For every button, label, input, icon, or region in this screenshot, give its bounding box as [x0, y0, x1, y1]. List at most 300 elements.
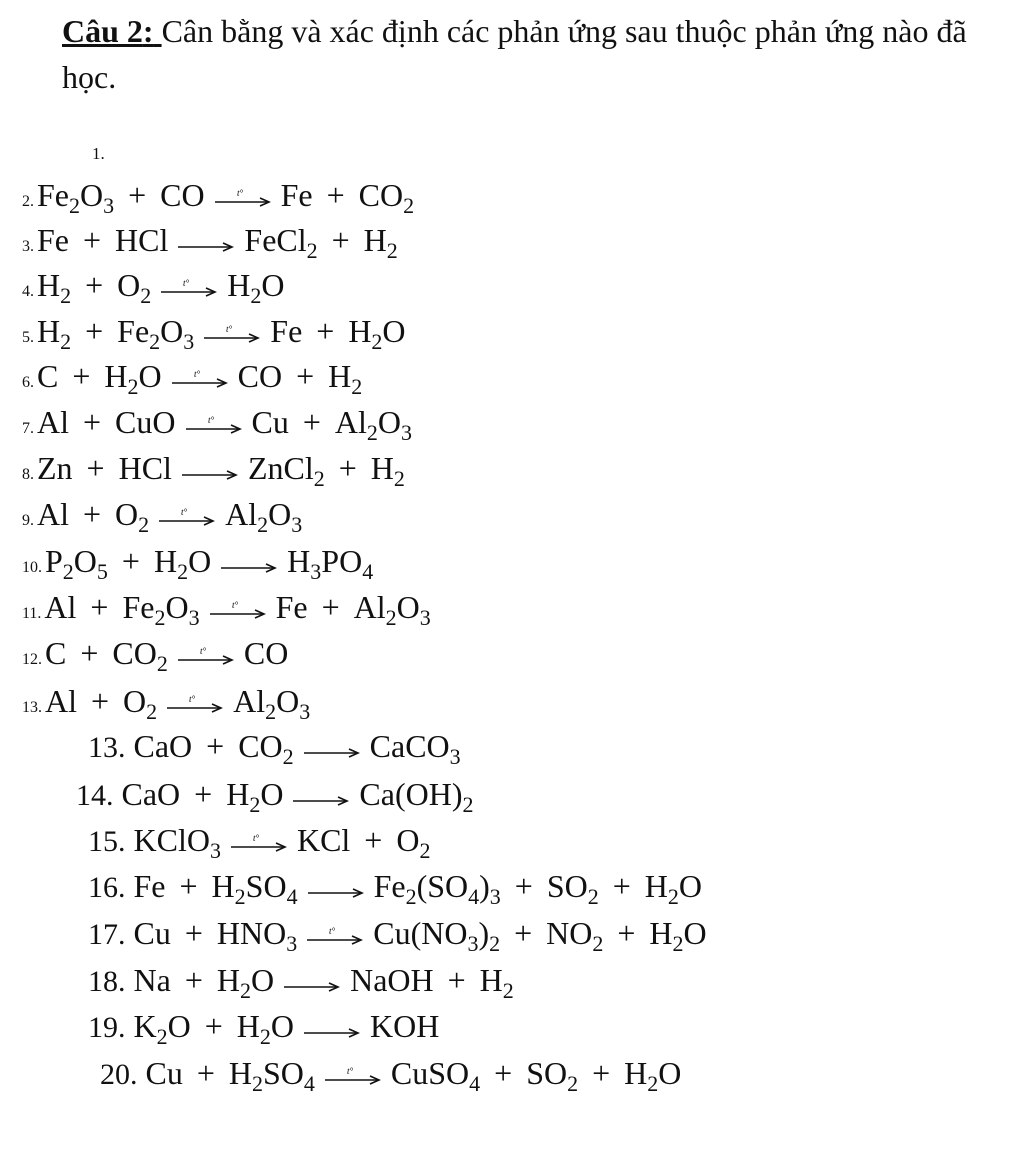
- equation-number: 13.: [88, 731, 126, 764]
- formula-symbol: Al: [37, 496, 69, 532]
- equation-number: 9.: [22, 512, 34, 529]
- formula-subscript: 2: [60, 283, 72, 308]
- chemical-formula: [358, 177, 415, 218]
- plus-sign: +: [331, 222, 350, 258]
- chemical-formula: [37, 177, 115, 218]
- formula-symbol: H: [37, 267, 61, 303]
- equation-row: [22, 265, 284, 312]
- formula-subscript: 2: [403, 193, 415, 218]
- plus-sign: +: [86, 450, 105, 486]
- reaction-arrow: [221, 552, 277, 576]
- plus-sign: +: [85, 313, 104, 349]
- formula-symbol: Al: [334, 404, 367, 440]
- equation-number: 6.: [22, 374, 34, 391]
- chemical-formula: [348, 313, 406, 354]
- plus-sign: +: [128, 177, 147, 213]
- formula-subscript: 2: [249, 792, 261, 817]
- formula-subscript: 2: [60, 329, 72, 354]
- chemical-formula: [37, 313, 72, 354]
- equation-row: [22, 681, 310, 728]
- reaction-arrow: [210, 598, 266, 622]
- formula-symbol: Al: [225, 496, 258, 532]
- reaction-arrow: [304, 737, 360, 761]
- chemical-formula: [37, 496, 69, 532]
- chemical-formula: [211, 868, 298, 909]
- plus-sign: +: [316, 313, 335, 349]
- formula-subscript: 3: [419, 605, 431, 630]
- equation-number: 16.: [88, 871, 126, 904]
- question-gap: [154, 13, 162, 49]
- formula-subscript: 2: [127, 374, 139, 399]
- formula-subscript: 2: [156, 651, 168, 676]
- reaction-arrow: [293, 785, 349, 809]
- plus-sign: +: [196, 1055, 215, 1091]
- formula-symbol: Cu: [145, 1055, 183, 1091]
- chemical-formula: [353, 589, 431, 630]
- arrow-icon: [167, 692, 223, 716]
- chemical-formula: [244, 222, 318, 263]
- equation-row: [100, 1053, 681, 1095]
- heat-mark: t°: [207, 415, 214, 425]
- reaction-arrow: [178, 231, 234, 255]
- formula-subscript: 2: [371, 329, 383, 354]
- formula-symbol: HCl: [118, 450, 172, 486]
- arrow-icon: [172, 367, 228, 391]
- question-label: Câu 2: [62, 13, 143, 49]
- plus-sign: +: [302, 404, 321, 440]
- formula-symbol: Al: [44, 589, 77, 625]
- formula-subscript: 2: [672, 931, 684, 956]
- formula-subscript: 3: [449, 744, 461, 769]
- reaction-arrow: [231, 831, 287, 855]
- chemical-formula: [247, 450, 325, 491]
- reaction-arrow: [308, 877, 364, 901]
- formula-subscript: 2: [587, 884, 599, 909]
- formula-subscript: 2: [462, 792, 474, 817]
- equation-row: [88, 960, 514, 1002]
- formula-symbol: P: [45, 543, 63, 579]
- formula-symbol: O: [268, 496, 292, 532]
- chemical-formula: [276, 589, 308, 625]
- formula-symbol: CO: [160, 177, 205, 213]
- formula-symbol: KOH: [369, 1008, 440, 1044]
- equation-number: 13.: [22, 699, 42, 716]
- reaction-arrow: [204, 322, 260, 346]
- heat-mark: t°: [181, 507, 188, 517]
- formula-symbol: NaOH: [350, 962, 434, 998]
- formula-symbol: H: [328, 358, 352, 394]
- heat-mark: t°: [236, 188, 243, 198]
- equation-row: [88, 866, 702, 908]
- equation-row: [88, 913, 707, 955]
- formula-symbol: Al: [45, 683, 77, 719]
- plus-sign: +: [121, 543, 140, 579]
- chemical-formula: [479, 962, 514, 1003]
- formula-symbol: HNO: [216, 915, 287, 951]
- equation-number: 12.: [22, 651, 42, 668]
- formula-symbol: CaO: [121, 776, 181, 812]
- formula-subscript: 2: [306, 238, 318, 263]
- formula-subscript: 4: [468, 884, 480, 909]
- formula-symbol: H: [644, 868, 668, 904]
- chemical-formula: [228, 1055, 315, 1096]
- formula-symbol: ZnCl: [247, 450, 314, 486]
- plus-sign: +: [447, 962, 466, 998]
- plus-sign: +: [326, 177, 345, 213]
- formula-subscript: 2: [252, 1071, 263, 1096]
- formula-symbol: O: [658, 1055, 682, 1091]
- heat-mark: t°: [231, 600, 238, 610]
- chemical-formula: [37, 358, 58, 394]
- formula-subscript: 3: [310, 559, 322, 584]
- arrow-icon: [186, 413, 242, 437]
- formula-symbol: HCl: [115, 222, 169, 258]
- formula-symbol: C: [45, 635, 67, 671]
- formula-symbol: FeCl: [244, 222, 307, 258]
- formula-subscript: 2: [405, 884, 417, 909]
- formula-symbol: O: [73, 543, 97, 579]
- reaction-arrow: [186, 413, 242, 437]
- formula-symbol: O: [270, 1008, 294, 1044]
- formula-subscript: 2: [69, 193, 80, 218]
- formula-subscript: 3: [188, 605, 200, 630]
- formula-symbol: Cu: [133, 915, 171, 951]
- arrow-icon: [182, 459, 238, 483]
- equation-number: 20.: [100, 1058, 138, 1091]
- formula-symbol: (SO: [416, 868, 469, 904]
- plus-sign: +: [179, 868, 198, 904]
- formula-symbol: H: [104, 358, 128, 394]
- chemical-formula: [216, 962, 275, 1003]
- chemical-formula: [546, 915, 604, 956]
- formula-subscript: 2: [257, 512, 269, 537]
- heat-mark: t°: [193, 369, 200, 379]
- chemical-formula: [122, 589, 200, 630]
- reaction-arrow: [167, 692, 223, 716]
- formula-subscript: 3: [401, 420, 412, 445]
- formula-symbol: Fe: [37, 177, 69, 213]
- formula-subscript: 2: [592, 931, 604, 956]
- plus-sign: +: [612, 868, 631, 904]
- formula-symbol: O: [250, 962, 275, 998]
- formula-symbol: Fe: [133, 868, 166, 904]
- arrow-icon: [221, 552, 277, 576]
- chemical-formula: [373, 915, 501, 956]
- formula-subscript: 2: [282, 744, 294, 769]
- formula-symbol: O: [138, 358, 162, 394]
- formula-subscript: 2: [351, 374, 363, 399]
- chemical-formula: [134, 915, 171, 951]
- chemical-formula: [238, 358, 282, 394]
- equation-row: [22, 175, 414, 222]
- formula-symbol: ): [478, 915, 490, 951]
- equation-row: [88, 820, 430, 862]
- formula-symbol: Al: [37, 404, 69, 440]
- equation-row: [22, 633, 288, 680]
- equation-number: 18.: [88, 965, 126, 998]
- formula-subscript: 3: [291, 512, 303, 537]
- plus-sign: +: [184, 962, 203, 998]
- reaction-arrow: [178, 644, 234, 668]
- chemical-formula: [233, 683, 311, 724]
- arrow-icon: [304, 737, 360, 761]
- formula-subscript: 4: [286, 884, 298, 909]
- formula-symbol: O: [396, 589, 420, 625]
- plus-sign: +: [80, 635, 99, 671]
- formula-symbol: Cu: [251, 404, 289, 440]
- formula-symbol: O: [188, 543, 212, 579]
- formula-symbol: O: [260, 776, 284, 812]
- arrow-icon: [159, 505, 215, 529]
- equation-row: [22, 311, 406, 358]
- question-text: Cân bằng và xác định các phản ứng sau thuộc phản ứng nào đã học.: [62, 13, 967, 95]
- plus-sign: +: [83, 404, 102, 440]
- chemical-formula: [134, 868, 166, 904]
- chemical-formula: [624, 1055, 682, 1096]
- equation-row: [76, 774, 474, 816]
- chemical-formula: [160, 177, 204, 213]
- chemical-formula: [649, 915, 707, 956]
- plus-sign: +: [72, 358, 91, 394]
- plus-sign: +: [83, 222, 102, 258]
- chemical-formula: [216, 915, 298, 956]
- formula-symbol: H: [649, 915, 673, 951]
- formula-symbol: SO: [526, 1055, 568, 1091]
- chemical-formula: [123, 683, 158, 724]
- chemical-formula: [104, 358, 162, 399]
- chemical-formula: [115, 496, 150, 537]
- arrow-icon: [293, 785, 349, 809]
- reaction-arrow: [307, 924, 363, 948]
- formula-symbol: O: [396, 822, 420, 858]
- chemical-formula: [370, 450, 405, 491]
- formula-symbol: O: [123, 683, 147, 719]
- formula-subscript: 2: [149, 329, 161, 354]
- plus-sign: +: [85, 267, 104, 303]
- formula-symbol: Al: [233, 683, 266, 719]
- formula-symbol: CO: [358, 177, 404, 213]
- plus-sign: +: [514, 915, 533, 951]
- formula-subscript: 2: [386, 238, 398, 263]
- heat-mark: t°: [329, 926, 336, 936]
- chemical-formula: [133, 1008, 191, 1049]
- chemical-formula: [370, 1008, 439, 1044]
- formula-symbol: H: [479, 962, 503, 998]
- equation-number: 2.: [22, 193, 34, 210]
- reaction-arrow: [284, 971, 340, 995]
- formula-symbol: O: [165, 589, 189, 625]
- chemical-formula: [45, 543, 108, 584]
- plus-sign: +: [184, 915, 203, 951]
- equation-number: 10.: [22, 559, 42, 576]
- chemical-formula: [134, 728, 193, 764]
- chemical-formula: [119, 450, 172, 486]
- equation-row: [88, 726, 461, 768]
- formula-symbol: CuSO: [390, 1055, 470, 1091]
- formula-symbol: Fe: [117, 313, 150, 349]
- chemical-formula: [45, 635, 66, 671]
- chemical-formula: [334, 404, 412, 445]
- equation-row: [22, 541, 373, 588]
- formula-subscript: 2: [146, 699, 158, 724]
- formula-subscript: 2: [250, 283, 262, 308]
- arrow-icon: [325, 1064, 381, 1088]
- plus-sign: +: [91, 683, 110, 719]
- formula-symbol: H: [363, 222, 387, 258]
- chemical-formula: [122, 776, 181, 812]
- formula-symbol: H: [227, 267, 251, 303]
- chemical-formula: [281, 177, 313, 213]
- formula-symbol: H: [211, 868, 235, 904]
- reaction-arrow: [159, 505, 215, 529]
- plus-sign: +: [206, 728, 225, 764]
- plus-sign: +: [494, 1055, 513, 1091]
- formula-symbol: Fe: [373, 868, 406, 904]
- formula-subscript: 2: [259, 1024, 271, 1049]
- chemical-formula: [238, 728, 294, 769]
- reaction-arrow: [325, 1064, 381, 1088]
- chemical-formula: [117, 267, 152, 308]
- chemical-formula: [270, 313, 302, 349]
- arrow-icon: [178, 231, 234, 255]
- chemical-formula: [37, 222, 69, 258]
- chemical-formula: [225, 496, 303, 537]
- equation-number: 15.: [88, 825, 126, 858]
- formula-symbol: H: [624, 1055, 648, 1091]
- formula-subscript: 2: [567, 1071, 579, 1096]
- formula-symbol: O: [117, 267, 141, 303]
- arrow-icon: [210, 598, 266, 622]
- formula-subscript: 2: [419, 838, 431, 863]
- formula-subscript: 3: [467, 931, 479, 956]
- chemical-formula: [328, 358, 363, 399]
- formula-subscript: 2: [154, 605, 166, 630]
- equation-row: [22, 402, 412, 449]
- reaction-arrow: [215, 186, 271, 210]
- arrow-icon: [231, 831, 287, 855]
- formula-subscript: 2: [502, 978, 514, 1003]
- chemical-formula: [252, 404, 289, 440]
- formula-symbol: KClO: [133, 822, 210, 858]
- formula-symbol: H: [370, 450, 394, 486]
- chemical-formula: [644, 868, 702, 909]
- plus-sign: +: [338, 450, 357, 486]
- formula-symbol: Na: [133, 962, 171, 998]
- chemical-formula: [45, 683, 77, 719]
- heat-mark: t°: [199, 646, 206, 656]
- chemical-formula: [153, 543, 212, 584]
- equation-row: [22, 220, 398, 267]
- formula-subscript: 2: [177, 559, 189, 584]
- heat-mark: t°: [183, 278, 190, 288]
- arrow-icon: [284, 971, 340, 995]
- equation-row: [22, 448, 405, 495]
- formula-symbol: Al: [353, 589, 386, 625]
- formula-symbol: O: [115, 496, 139, 532]
- chemical-formula: [44, 589, 76, 625]
- equation-number: 8.: [22, 466, 34, 483]
- formula-symbol: KCl: [296, 822, 351, 858]
- formula-symbol: NO: [546, 915, 593, 951]
- plus-sign: +: [364, 822, 383, 858]
- plus-sign: +: [83, 496, 102, 532]
- formula-symbol: H: [287, 543, 311, 579]
- arrow-icon: [204, 322, 260, 346]
- formula-symbol: CO: [238, 728, 283, 764]
- formula-symbol: SO: [546, 868, 588, 904]
- equation-number: 3.: [22, 238, 34, 255]
- formula-subscript: 2: [265, 699, 277, 724]
- formula-symbol: O: [80, 177, 104, 213]
- formula-symbol: H: [153, 543, 178, 579]
- formula-subscript: 3: [209, 838, 221, 863]
- formula-symbol: Fe: [275, 589, 308, 625]
- formula-subscript: 2: [156, 1024, 168, 1049]
- formula-symbol: SO: [263, 1055, 304, 1091]
- chemical-formula: [133, 822, 221, 863]
- chemical-formula: [363, 222, 398, 263]
- chemical-formula: [37, 404, 69, 440]
- formula-subscript: 3: [286, 931, 298, 956]
- question-heading: [62, 8, 982, 100]
- formula-symbol: CO: [243, 635, 289, 671]
- formula-symbol: O: [683, 915, 707, 951]
- formula-symbol: CaCO: [369, 728, 450, 764]
- formula-subscript: 2: [489, 931, 501, 956]
- formula-symbol: Fe: [270, 313, 303, 349]
- plus-sign: +: [296, 358, 315, 394]
- formula-symbol: H: [216, 962, 240, 998]
- heat-mark: t°: [252, 833, 260, 843]
- formula-symbol: CO: [112, 635, 157, 671]
- formula-symbol: CO: [237, 358, 283, 394]
- plus-sign: +: [514, 868, 533, 904]
- formula-symbol: O: [678, 868, 702, 904]
- chemical-formula: [134, 962, 171, 998]
- formula-symbol: O: [276, 683, 300, 719]
- formula-subscript: 2: [647, 1071, 659, 1096]
- formula-symbol: K: [133, 1008, 157, 1044]
- reaction-arrow: [304, 1017, 360, 1041]
- arrow-icon: [304, 1017, 360, 1041]
- arrow-icon: [308, 877, 364, 901]
- formula-subscript: 2: [366, 420, 378, 445]
- chemical-formula: [117, 313, 195, 354]
- formula-subscript: 4: [362, 559, 374, 584]
- plus-sign: +: [617, 915, 636, 951]
- formula-subscript: 2: [234, 884, 246, 909]
- equation-number-1: 1.: [92, 144, 105, 163]
- equation-row: [88, 1006, 439, 1048]
- formula-subscript: 2: [667, 884, 679, 909]
- chemical-formula: [526, 1055, 579, 1096]
- plus-sign: +: [592, 1055, 611, 1091]
- chemical-formula: [37, 267, 72, 308]
- formula-symbol: ): [479, 868, 490, 904]
- formula-subscript: 4: [469, 1071, 481, 1096]
- chemical-formula: [297, 822, 350, 858]
- formula-symbol: H: [226, 776, 250, 812]
- chemical-formula: [546, 868, 599, 909]
- heat-mark: t°: [226, 324, 233, 334]
- chemical-formula: [115, 404, 175, 440]
- chemical-formula: [244, 635, 288, 671]
- formula-symbol: Fe: [37, 222, 69, 258]
- chemical-formula: [112, 635, 168, 676]
- reaction-arrow: [182, 459, 238, 483]
- equation-number: 5.: [22, 329, 34, 346]
- formula-symbol: Ca(OH): [359, 776, 463, 812]
